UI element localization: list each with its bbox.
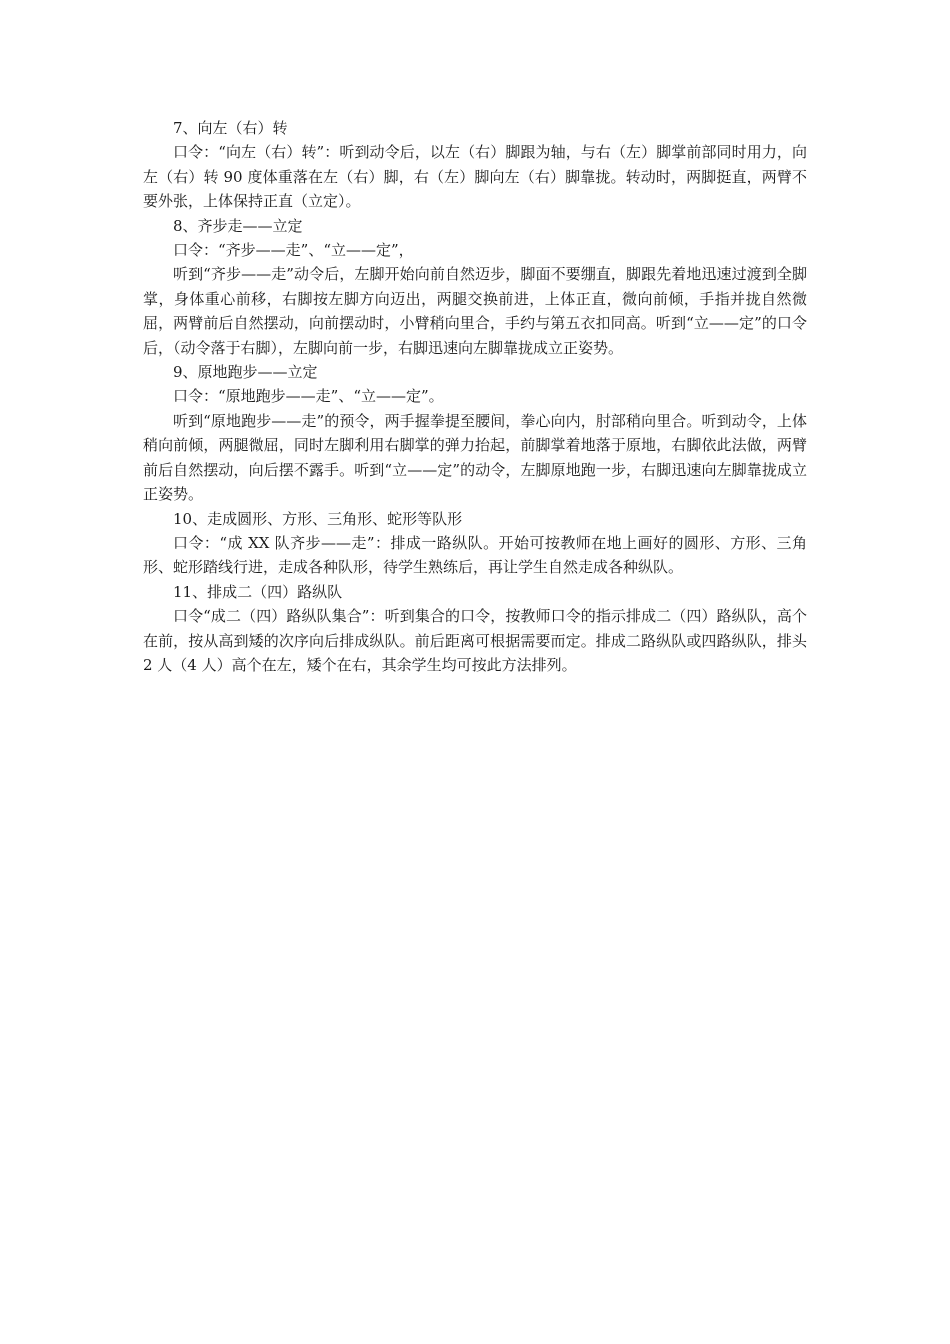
section-heading-10: 10、走成圆形、方形、三角形、蛇形等队形 xyxy=(173,509,463,528)
section-7-command: 口令：“向左（右）转”：听到动令后，以左（右）脚跟为轴，与右（左）脚掌前部同时用力，向左（右）转 90 度体重落在左（右）脚，右（左）脚向左（右）脚靠拢。转动时，两脚挺直，两臂不要外张，上体保持正直（立定）。 xyxy=(143,143,807,211)
section-8-description: 听到“齐步——走”动令后，左脚开始向前自然迈步，脚面不要绷直，脚跟先着地迅速过渡到全脚掌，身体重心前移，右脚按左脚方向迈出，两腿交换前进，上体正直，微向前倾，手指并拢自然微屈，两臂前后自然摆动，向前摆动时，小臂稍向里合，手约与第五衣扣同高。听到“立——定”的口令后，（动令落于右脚），左脚向前一步，右脚迅速向左脚靠拢成立正姿势。 xyxy=(143,265,807,357)
section-heading-8: 8、齐步走——立定 xyxy=(173,216,303,235)
section-10-command: 口令：“成 XX 队齐步——走”：排成一路纵队。开始可按教师在地上画好的圆形、方形、三角形、蛇形踏线行进，走成各种队形，待学生熟练后，再让学生自然走成各种纵队。 xyxy=(143,533,807,577)
section-heading-7: 7、向左（右）转 xyxy=(173,119,288,137)
section-9-command: 口令：“原地跑步——走”、“立——定”。 xyxy=(173,387,444,406)
document-body xyxy=(143,116,807,677)
section-heading-9: 9、原地跑步——立定 xyxy=(173,363,318,382)
section-heading-11: 11、排成二（四）路纵队 xyxy=(173,582,343,601)
section-8-command: 口令：“齐步——走”、“立——定”， xyxy=(173,241,414,260)
section-9-description: 听到“原地跑步——走”的预令，两手握拳提至腰间，拳心向内，肘部稍向里合。听到动令，上体稍向前倾，两腿微屈，同时左脚利用右脚掌的弹力抬起，前脚掌着地落于原地，右脚依此法做，两臂前后自然摆动，向后摆不露手。听到“立——定”的动令，左脚原地跑一步，右脚迅速向左脚靠拢成立正姿势。 xyxy=(143,411,807,504)
section-11-command: 口令“成二（四）路纵队集合”：听到集合的口令，按教师口令的指示排成二（四）路纵队，高个在前，按从高到矮的次序向后排成纵队。前后距离可根据需要而定。排成二路纵队或四路纵队，排头 2 人（4 人）高个在左，矮个在右，其余学生均可按此方法排列。 xyxy=(143,607,807,674)
